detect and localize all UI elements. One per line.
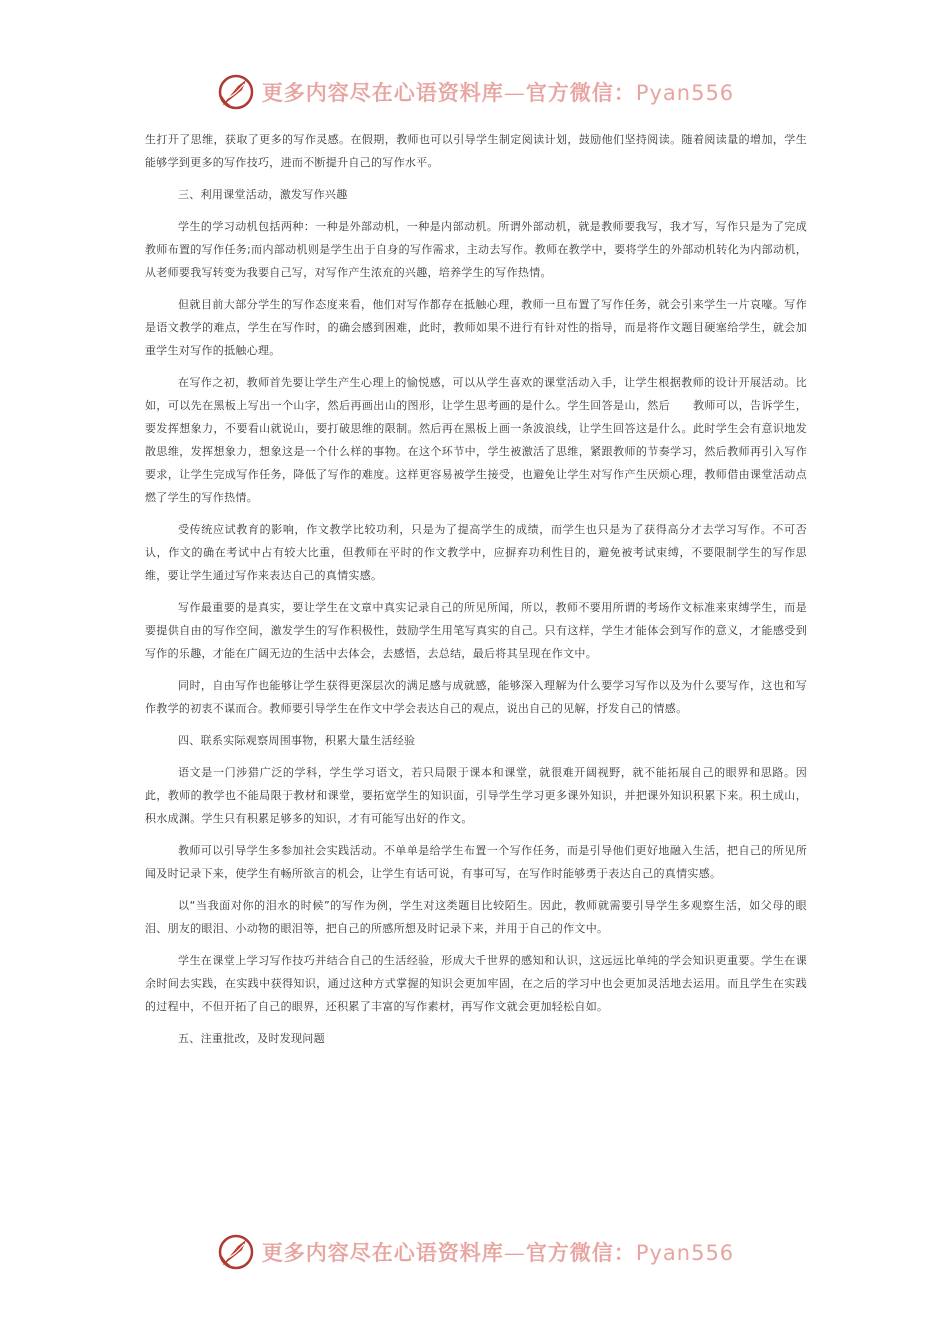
section-heading: 三、利用课堂活动，激发写作兴趣 (178, 188, 348, 201)
paragraph: 语文是一门涉猎广泛的学科，学生学习语文，若只局限于课本和课堂，就很难开阔视野，就不能拓展自己的眼界和思路。因此，教师的教学也不能局限于教材和课堂，要拓宽学生的知识面，引导学生学习更多课外知识，并把课外知识积累下来。积土成山，积水成渊。学生只有积累足够多的知识，才有可能写出好的作文。 (145, 766, 807, 825)
paragraph: 但就目前大部分学生的写作态度来看，他们对写作都存在抵触心理，教师一旦布置了写作任务，就会引来学生一片哀嚎。写作是语文教学的难点，学生在写作时，的确会感到困难，此时，教师如果不进行有针对性的指导，而是将作文题目硬塞给学生，就会加重学生对写作的抵触心理。 (145, 298, 807, 357)
watermark-banner-top (0, 72, 950, 112)
watermark-dash: — (503, 81, 526, 105)
watermark-id: Pyan556 (635, 81, 735, 105)
quill-pen-logo-icon (216, 1232, 256, 1272)
document-body (145, 128, 807, 1059)
watermark-main: 更多内容尽在心语资料库 (261, 80, 504, 105)
paragraph: 以“当我面对你的泪水的时候”的写作为例，学生对这类题目比较陌生。因此，教师就需要引导学生多观察生活，如父母的眼泪、朋友的眼泪、小动物的眼泪等，把自己的所感所想及时记录下来，并用于自己的作文中。 (145, 899, 807, 935)
paragraph: 在写作之初，教师首先要让学生产生心理上的愉悦感，可以从学生喜欢的课堂活动入手，让学生根据教师的设计开展活动。比如，可以先在黑板上写出一个山字，然后再画出山的图形，让学生思考画的是什么。学生回答是山，然后 教师可以，告诉学生，要发挥想象力，不要看山就说山，要打破思维的限制。然后再在黑板上画一条波浪线，让学生回答这是什么。此时学生会有意识地发散思维，发挥想象力，想象这是一个什么样的事物。在这个环节中，学生被激活了思维，紧跟教师的节奏学习，然后教师再引入写作要求，让学生完成写作任务，降低了写作的难度。这样更容易被学生接受，也避免让学生对写作产生厌烦心理，教师借由课堂活动点燃了学生的写作热情。 (145, 376, 807, 504)
watermark-banner-bottom (0, 1232, 950, 1272)
paragraph: 教师可以引导学生多参加社会实践活动。不单单是给学生布置一个写作任务，而是引导他们更好地融入生活，把自己的所见所闻及时记录下来，使学生有畅所欲言的机会，让学生有话可说，有事可写，在写作时能够勇于表达自己的真情实感。 (145, 844, 807, 880)
watermark-main: 更多内容尽在心语资料库 (261, 1240, 504, 1265)
paragraph: 学生的学习动机包括两种：一种是外部动机，一种是内部动机。所谓外部动机，就是教师要我写，我才写，写作只是为了完成教师布置的写作任务;而内部动机则是学生出于自身的写作需求，主动去写作。教师在教学中，要将学生的外部动机转化为内部动机，从老师要我写转变为我要自己写，对写作产生浓㐬的兴趣，培养学生的写作热情。 (145, 220, 807, 279)
paragraph: 同时，自由写作也能够让学生获得更深层次的满足感与成就感，能够深入理解为什么要学习写作以及为什么要写作，这也和写作教学的初衷不谋而合。教师要引导学生在作文中学会表达自己的观点，说出自己的见解，抒发自己的情感。 (145, 679, 807, 715)
section-heading: 五、注重批改，及时发现问题 (178, 1032, 325, 1045)
watermark-text (262, 77, 734, 107)
paragraph: 生打开了思维，获取了更多的写作灵感。在假期，教师也可以引导学生制定阅读计划，鼓励他们坚持阅读。随着阅读量的增加，学生能够学到更多的写作技巧，进而不断提升自己的写作水平。 (145, 133, 807, 169)
section-heading: 四、联系实际观察周围事物，积累大量生活经验 (178, 734, 416, 747)
paragraph: 写作最重要的是真实，要让学生在文章中真实记录自己的所见所闻，所以，教师不要用所谓的考场作文标准来束缚学生，而是要提供自由的写作空间，激发学生的写作积极性，鼓励学生用笔写真实的自己。只有这样，学生才能体会到写作的意义，才能感受到写作的乐趣，才能在广阔无边的生活中去体会，去感悟，去总结，最后将其呈现在作文中。 (145, 601, 807, 660)
watermark-text (262, 1237, 734, 1267)
paragraph: 受传统应试教育的影响，作文教学比较功利，只是为了提高学生的成绩，而学生也只是为了获得高分才去学习写作。不可否认，作文的确在考试中占有较大比重，但教师在平时的作文教学中，应摒弃功利性目的，避免被考试束缚，不要限制学生的写作思维，要让学生通过写作来表达自己的真情实感。 (145, 523, 807, 582)
watermark-label: 官方微信： (525, 80, 636, 105)
quill-pen-logo-icon (216, 72, 256, 112)
watermark-dash: — (503, 1241, 526, 1265)
paragraph: 学生在课堂上学习写作技巧并结合自己的生活经验，形成大千世界的感知和认识，这远远比单纯的学会知识更重要。学生在课余时间去实践，在实践中获得知识，通过这种方式掌握的知识会更加牢固，在之后的学习中也会更加灵活地去运用。而且学生在实践的过程中，不但开拓了自己的眼界，还积累了丰富的写作素材，再写作文就会更加轻松自如。 (145, 954, 807, 1013)
watermark-label: 官方微信： (525, 1240, 636, 1265)
watermark-id: Pyan556 (635, 1241, 735, 1265)
